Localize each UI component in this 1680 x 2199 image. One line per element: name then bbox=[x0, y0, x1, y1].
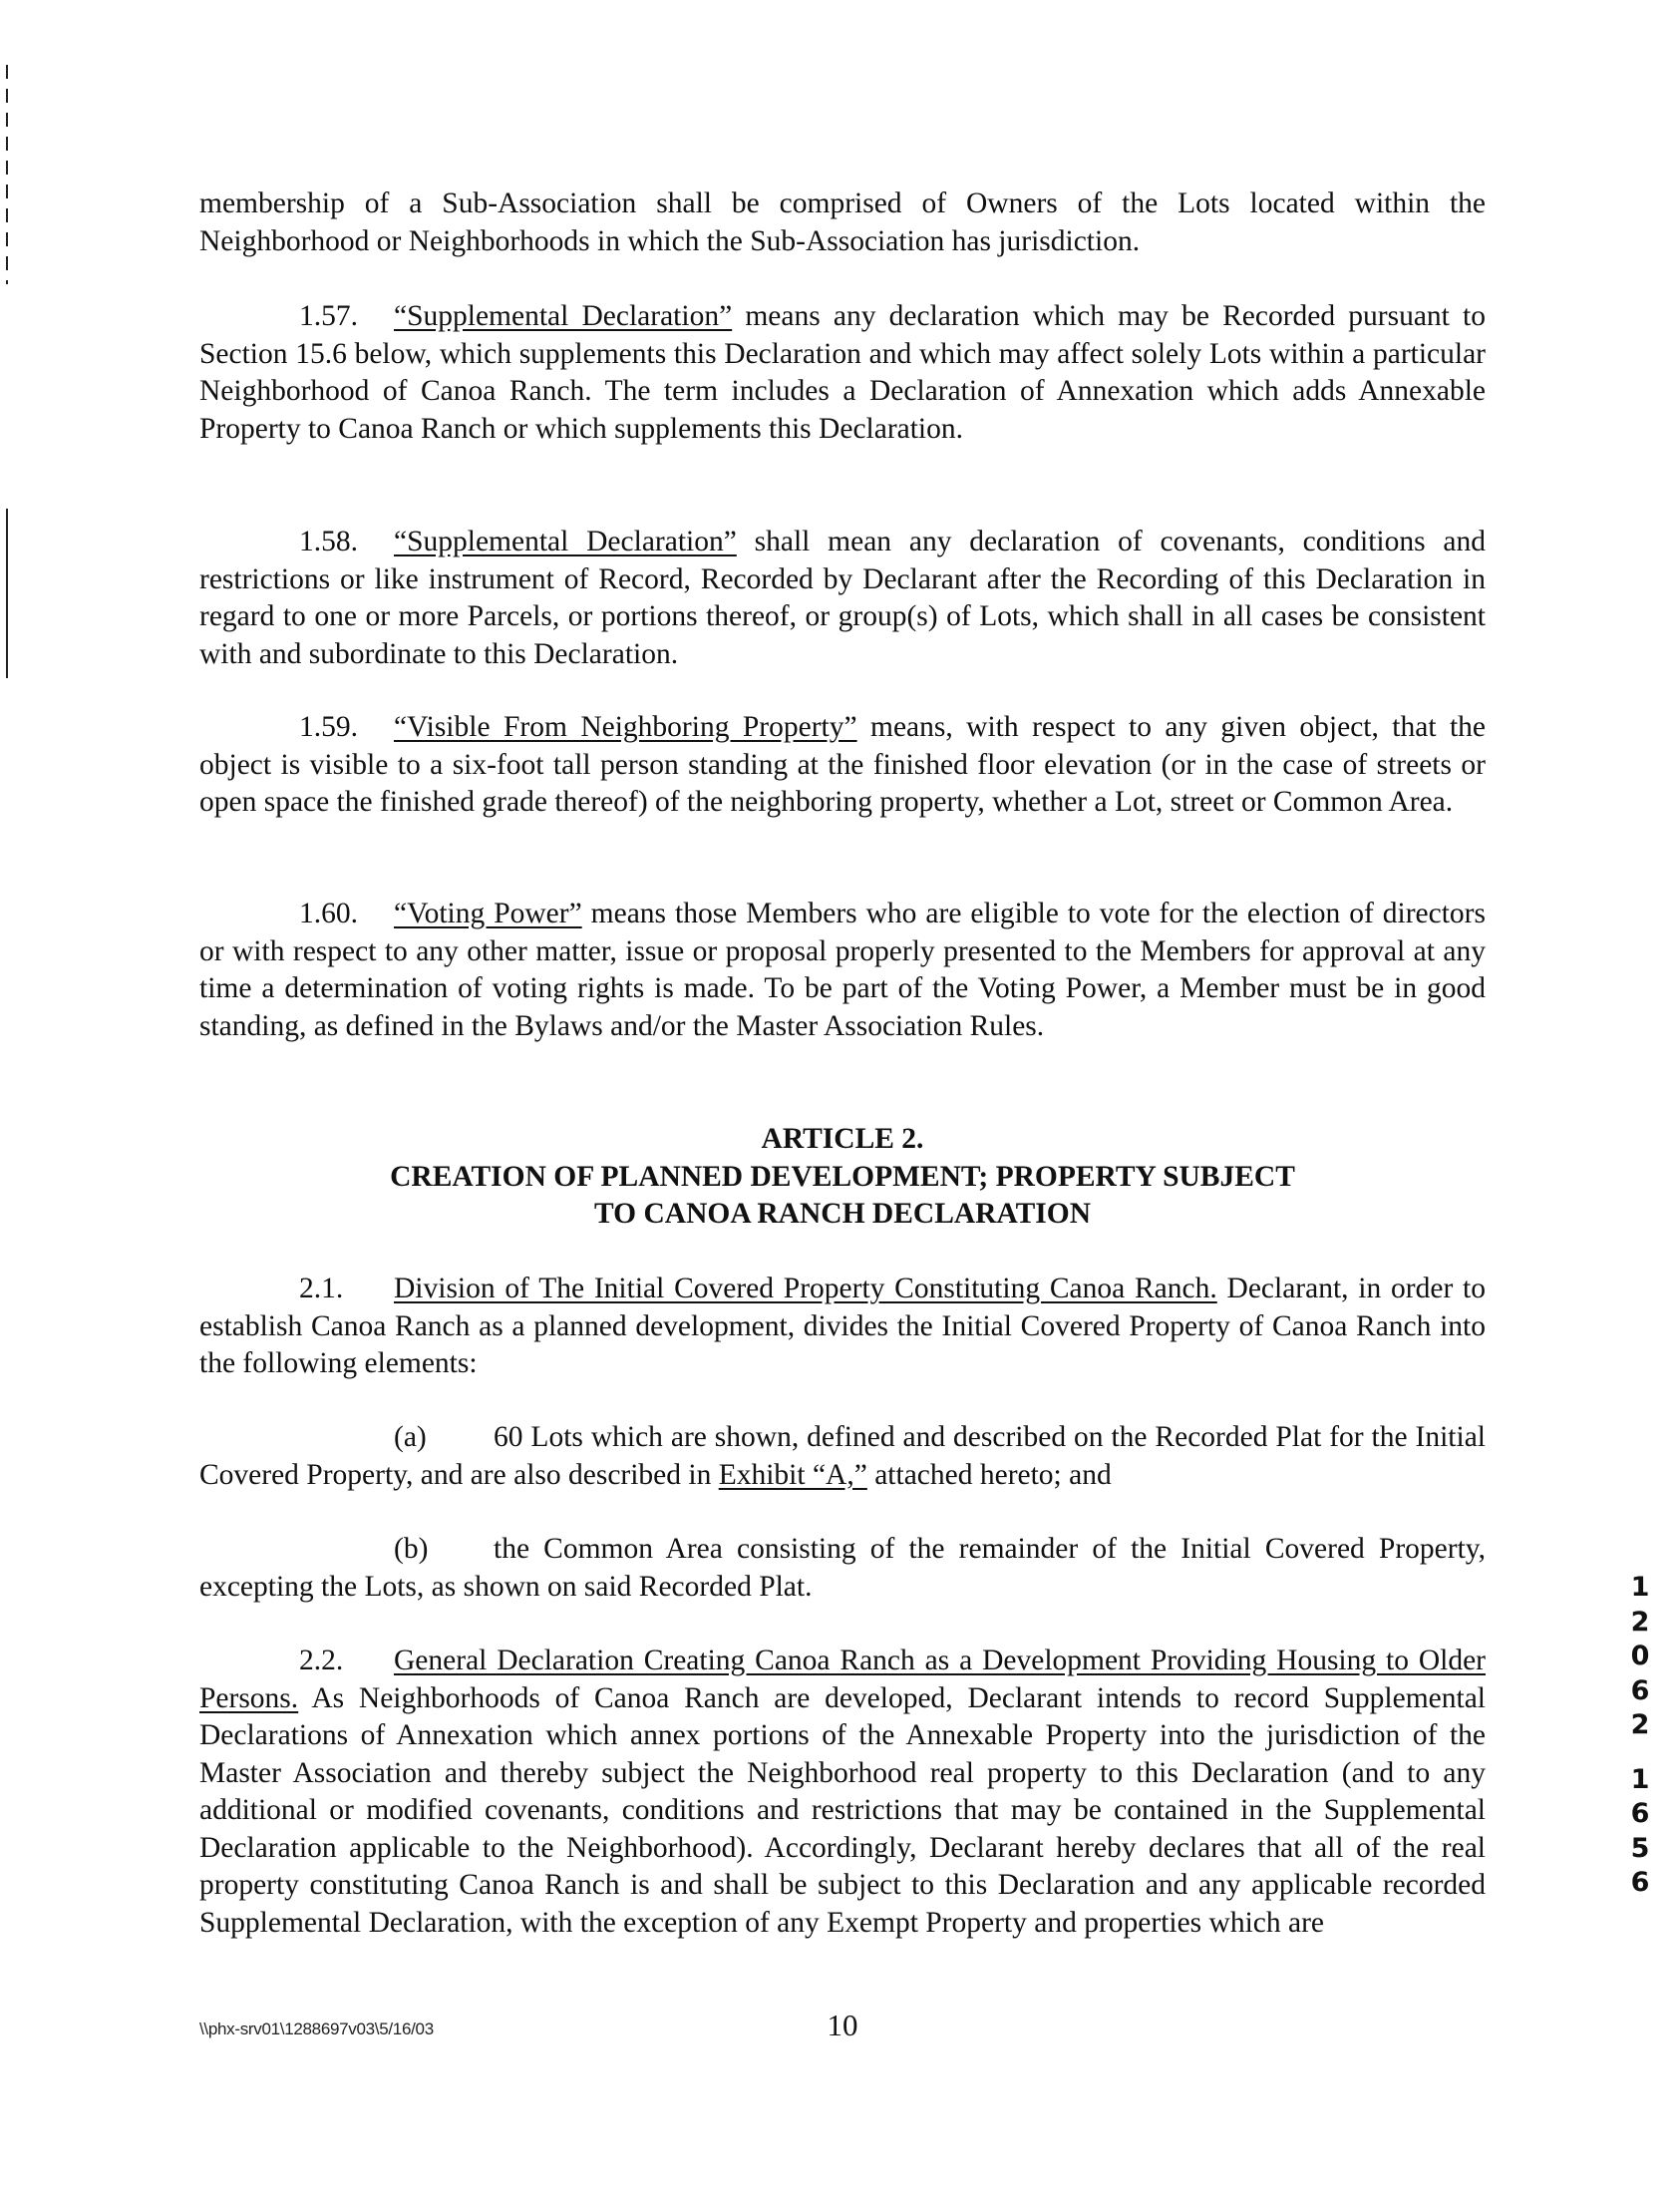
stamp-digit: 1 bbox=[1630, 1763, 1650, 1795]
section-body: Declarant, in order to establish Canoa Ranch as a planned development, divides the Initial Covered Property of Canoa Ranch into the following elements: bbox=[199, 1273, 1487, 1379]
stamp-digit: 6 bbox=[1630, 1867, 1650, 1898]
page-number: 10 bbox=[827, 2008, 858, 2042]
defined-term: “Visible From Neighboring Property” bbox=[394, 711, 857, 743]
stamp-digit: 5 bbox=[1630, 1832, 1650, 1864]
stamp-digit: 1 bbox=[1630, 1572, 1650, 1603]
defined-term: “Voting Power” bbox=[394, 898, 582, 929]
stamp-digit: 6 bbox=[1630, 1798, 1650, 1829]
item-body: 60 Lots which are shown, defined and described on the Recorded Plat for the Initial Covered Property, and are also described in bbox=[199, 1421, 1486, 1491]
section-number: 1.60. bbox=[299, 898, 358, 929]
section-number: 1.57. bbox=[299, 300, 358, 332]
defined-term: “Supplemental Declaration” bbox=[394, 300, 733, 332]
definition-1-58 bbox=[199, 524, 1486, 673]
section-number: 2.1. bbox=[299, 1273, 344, 1304]
article-title-line-2: TO CANOA RANCH DECLARATION bbox=[594, 1198, 1091, 1230]
definition-body: means, with respect to any given object, that the object is visible to a six-foot tall person standing at the finished floor elevation (or in the case of streets or open space the finished grade thereof) of the neighboring property, whether a Lot, street or Common Area. bbox=[199, 711, 1487, 818]
stamp-digit: 2 bbox=[1630, 1709, 1650, 1740]
article-title-line-1: CREATION OF PLANNED DEVELOPMENT; PROPERTY SUBJECT bbox=[390, 1160, 1295, 1193]
article-number: ARTICLE 2. bbox=[761, 1123, 924, 1155]
item-label: (b) bbox=[394, 1533, 429, 1565]
stamp-digit: 0 bbox=[1630, 1641, 1650, 1671]
definition-body: means those Members who are eligible to vote for the election of directors or with respect to any other matter, issue or proposal properly presented to the Members for approval at any time a determination of voting rights is made. To be part of the Voting Power, a Member must be in good standing, as defined in the Bylaws and/or the Master Association Rules. bbox=[199, 898, 1486, 1042]
item-label: (a) bbox=[394, 1421, 427, 1453]
footer-document-id: \\phx-srv01\1288697v03\5/16/03 bbox=[199, 2019, 434, 2038]
item-body-end: attached hereto; and bbox=[866, 1458, 1112, 1491]
section-number: 1.58. bbox=[299, 526, 358, 557]
article-heading bbox=[199, 1121, 1486, 1234]
section-2-2 bbox=[199, 1643, 1486, 1942]
recording-stamp bbox=[1620, 1571, 1660, 1901]
revision-bar-mid bbox=[6, 509, 8, 678]
section-body: As Neighborhoods of Canoa Ranch are developed, Declarant intends to record Supplemental Declarations of Annexation which annex portions of the Annexable Property into the jurisdiction of the Master Association and thereby subject the Neighborhood real property to this Declaration (and to any additional or modified covenants, conditions and restrictions that may be contained in the Supplemental Declaration applicable to the Neighborhood). Accordingly, Declarant hereby declares that all of the real property constituting Canoa Ranch is and shall be subject to this Declaration and any applicable recorded Supplemental Declaration, with the exception of any Exempt Property and properties which are bbox=[199, 1681, 1486, 1939]
section-2-1-a bbox=[199, 1419, 1486, 1494]
revision-bar-top bbox=[6, 65, 8, 284]
definition-1-57 bbox=[199, 298, 1486, 448]
definition-body: means any declaration which may be Recorded pursuant to Section 15.6 below, which supplements this Declaration and which may affect solely Lots within a particular Neighborhood of Canoa Ranch. The term includes a Declaration of Annexation which adds Annexable Property to Canoa Ranch or which supplements this Declaration. bbox=[199, 300, 1486, 445]
section-number: 1.59. bbox=[299, 711, 358, 743]
stamp-digit: 6 bbox=[1630, 1674, 1650, 1706]
section-heading: General Declaration Creating Canoa Ranch as a Development Providing Housing to Older Persons. bbox=[199, 1645, 1486, 1714]
section-number: 2.2. bbox=[299, 1645, 344, 1676]
definition-1-60 bbox=[199, 896, 1486, 1045]
exhibit-reference: Exhibit “A,” bbox=[718, 1458, 867, 1491]
section-2-1 bbox=[199, 1271, 1486, 1383]
section-heading: Division of The Initial Covered Property Constituting Canoa Ranch. bbox=[394, 1273, 1217, 1304]
defined-term: “Supplemental Declaration” bbox=[394, 526, 737, 557]
intro-paragraph: membership of a Sub-Association shall be comprised of Owners of the Lots located within the Neighborhood or Neighborhoods in which the Sub-Association has jurisdiction. bbox=[199, 187, 1486, 257]
item-body: the Common Area consisting of the remainder of the Initial Covered Property, excepting the Lots, as shown on said Recorded Plat. bbox=[199, 1533, 1486, 1603]
stamp-gap bbox=[1620, 1743, 1660, 1763]
definition-body: shall mean any declaration of covenants, conditions and restrictions or like instrument of Record, Recorded by Declarant after the Recording of this Declaration in regard to one or more Parcels, or portions thereof, or group(s) of Lots, which shall in all cases be consistent with and subordinate to this Declaration. bbox=[199, 526, 1487, 670]
stamp-digit: 2 bbox=[1630, 1606, 1650, 1638]
section-2-1-b bbox=[199, 1531, 1486, 1606]
definition-1-59 bbox=[199, 709, 1486, 822]
